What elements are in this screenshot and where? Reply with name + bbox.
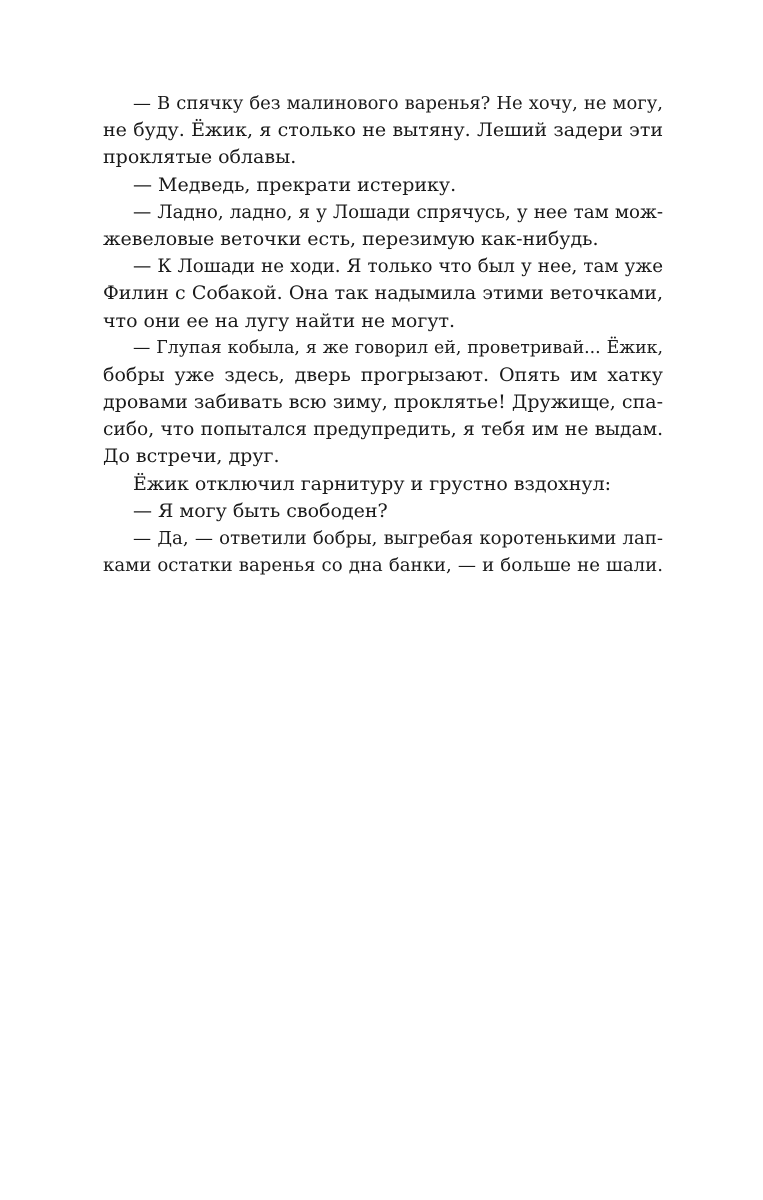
text-line: — Да, — ответили бобры, выгребая коротенькими лап-: [133, 528, 663, 549]
text-line: — Медведь, прекрати истерику.: [133, 173, 457, 196]
text-line: Ёжик отключил гарнитуру и грустно вздохнул:: [133, 472, 612, 495]
text-line: Филин с Собакой. Она так надымила этими веточками,: [103, 282, 663, 305]
text-line: жевеловые веточки есть, перезимую как-нибудь.: [103, 227, 599, 250]
text-line: — Я могу быть свободен?: [133, 499, 388, 522]
text-line: — К Лошади не ходи. Я только что был у нее, там уже: [133, 256, 663, 278]
text-line: дровами забивать всю зиму, проклятье! Дружище, спа-: [103, 391, 663, 414]
text-line: ками остатки варенья со дна банки, — и больше не шали.: [103, 555, 663, 577]
text-line: — Ладно, ладно, я у Лошади спрячусь, у нее там мож-: [133, 201, 663, 223]
text-line: не буду. Ёжик, я столько не вытяну. Леший задери эти: [103, 119, 663, 142]
text-line: проклятые облавы.: [103, 146, 297, 169]
body-text: [103, 90, 663, 579]
text-line: бобры уже здесь, дверь прогрызают. Опять им хатку: [103, 363, 663, 386]
text-line: До встречи, друг.: [103, 445, 280, 468]
text-line: — В спячку без малинового варенья? Не хочу, не могу,: [133, 93, 663, 114]
text-line: — Глупая кобыла, я же говорил ей, проветривай... Ёжик,: [133, 337, 663, 358]
text-line: сибо, что попытался предупредить, я тебя им не выдам.: [103, 419, 663, 441]
text-line: что они ее на лугу найти не могут.: [103, 309, 456, 332]
